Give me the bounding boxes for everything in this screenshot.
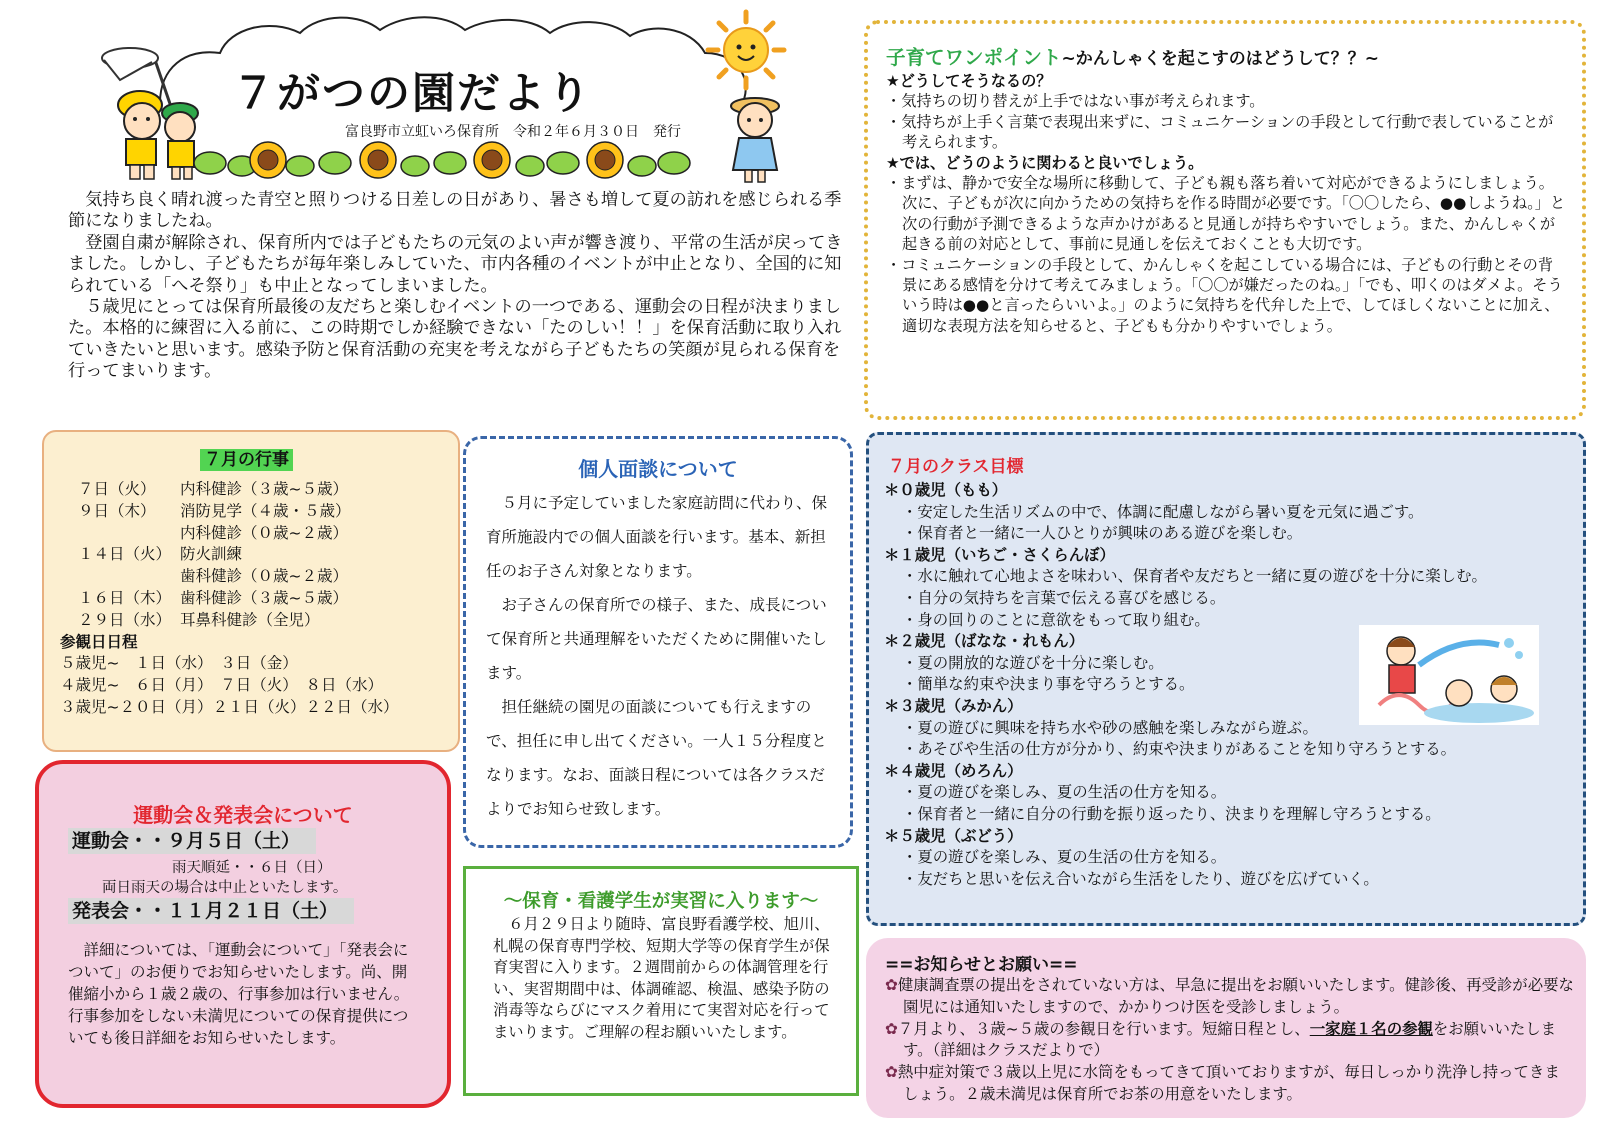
class-goals-title: ７月のクラス目標: [888, 457, 1024, 477]
notice-title: ==お知らせとお願い==: [885, 955, 1078, 975]
tip-item: ・気持ちの切り替えが上手ではない事が考えられます。: [886, 92, 1265, 111]
tip-item: ・まずは、静かで安全な場所に移動して、子ども親も落ち着いて対応ができるようにしましょう。次に、子どもが次に向かうための気持ちを作る時間が必要です。「〇〇したら、●●しようね。」と次の行動が予測できるような声かけがあると見通しが持ちやすいでしょう。また、かんしゃくが起きる前の対応として、事前に見通しを伝えておくことも大切です。: [886, 174, 1566, 254]
students-title: ～保育・看護学生が実習に入ります～: [503, 891, 819, 912]
class-goal: ・自分の気持ちを言葉で伝える喜びを感じる。: [902, 588, 1226, 607]
greeting-paragraph: 登園自粛が解除され、保育所内では子どもたちの元気のよい声が響き渡り、平常の生活が戻ってきました。しかし、子どもたちが毎年楽しみしていた、市内各種のイベントが中止となり、全国的に知られている「へそ祭り」も中止となってしまいました。: [68, 232, 843, 296]
class-goal: ・身の回りのことに意欲をもって取り組む。: [902, 610, 1210, 629]
interview-paragraph: 担任継続の園児の面談についても行えますので、担任に申し出てください。一人１５分程度となります。なお、面談日程については各クラスだよりでお知らせ致します。: [486, 698, 827, 818]
observation-heading: 参観日日程: [60, 632, 138, 651]
rain-date: 雨天順延・・６日（日）: [172, 860, 332, 876]
greeting-paragraph: ５歳児にとっては保育所最後の友だちと楽しむイベントの一つである、運動会の日程が決まりました。本格的に練習に入る前に、この時期でしか経験できない「たのしい！！」を保育活動に取り入れていきたいと思います。感染予防と保育活動の充実を考えながら子どもたちの笑顔が見られる保育を行ってまいります。: [68, 297, 842, 382]
leaf-icon: [628, 156, 656, 176]
child-illustration: [731, 98, 779, 182]
event-row: [60, 523, 450, 545]
tip-item: ・気持ちが上手く言葉で表現出来ずに、コミュニケーションの手段として行動で表していることが考えられます。: [886, 112, 1554, 152]
notice-text: 熱中症対策で３歳以上児に水筒をもってきて頂いておりますが、毎日しっかり洗浄し持ってきましょう。２歳未満児は保育所でお茶の用意をいたします。: [897, 1063, 1560, 1103]
event-name: 歯科健診（０歳~２歳）: [180, 567, 348, 586]
class-goal: ・夏の遊びを楽しみ、夏の生活の仕方を知る。: [902, 848, 1227, 867]
interview-title: 個人面談について: [578, 457, 738, 481]
child-illustration: [162, 103, 198, 179]
class-goal: ・夏の遊びに興味を持ち水や砂の感触を楽しみながら遊ぶ。: [902, 718, 1318, 737]
class-name: ＊１歳児（いちご・さくらんぼ）: [884, 545, 1115, 564]
class-goal: ・あそびや生活の仕方が分かり、約束や決まりがあることを知り守ろうとする。: [902, 740, 1457, 759]
tip-item: ・コミュニケーションの手段として、かんしゃくを起こしている場合には、子どもの行動とその背景にある感情を分けて考えてみましょう。「〇〇が嫌だったのね。」「でも、叩くのはダメよ。そういう時は●●と言ったらいいよ。」のように気持ちを代弁した上で、してほしくないことに加え、適切な表現方法を知らせると、子どもも分かりやすいでしょう。: [886, 255, 1563, 335]
interview-paragraph: ５月に予定していました家庭訪問に代わり、保育所施設内での個人面談を行います。基本、新担任のお子さん対象となります。: [486, 494, 828, 580]
leaf-icon: [547, 152, 579, 174]
class-name: ＊３歳児（みかん）: [884, 696, 1023, 715]
sunflower-icon: [250, 142, 286, 178]
observation-row: ４歳児~ ６日（月） ７日（火） ８日（水）: [60, 676, 383, 695]
sports-title: 運動会＆発表会について: [133, 803, 353, 827]
flower-bullet-icon: ✿: [885, 976, 898, 994]
water-play-illustration: [1359, 625, 1539, 725]
leaf-icon: [658, 152, 690, 174]
event-row: [60, 610, 450, 632]
parenting-tip-body: [886, 71, 1566, 336]
observation-row: ５歳児~ １日（水） ３日（金）: [60, 654, 298, 673]
observation-row: ３歳児~２０日（月）２１日（火）２２日（水）: [60, 697, 399, 716]
class-name: ＊５歳児（ぶどう）: [884, 826, 1023, 845]
event-name: 歯科健診（３歳~５歳）: [180, 588, 348, 607]
recital-date: 発表会・・１１月２１日（土）: [68, 898, 354, 924]
event-date: ９日（木）: [78, 501, 156, 520]
publisher-line: 富良野市立虹いろ保育所 令和２年６月３０日 発行: [345, 124, 681, 140]
sports-details-text: 詳細については、「運動会について」「発表会について」のお便りでお知らせいたします。尚、開催縮小から１歳２歳の、行事参加は行いません。行事参加をしない未満児についての保育提供についても後日詳細をお知らせいたします。: [68, 941, 410, 1047]
class-goal: ・保育者と一緒に自分の行動を振り返ったり、決まりを理解し守ろうとする。: [902, 804, 1441, 823]
event-name: 内科健診（０歳~２歳）: [180, 523, 348, 542]
greeting-text: [68, 190, 844, 383]
event-row: [60, 501, 450, 523]
event-row: [60, 479, 450, 501]
sports-day-date: 運動会・・９月５日（土）: [68, 828, 316, 854]
notice-item: [885, 1019, 1575, 1063]
sun-icon: [708, 12, 784, 88]
sunflower-icon: [474, 142, 510, 178]
leaf-icon: [194, 152, 226, 174]
leaf-icon: [286, 156, 314, 176]
class-name: ＊４歳児（めろん）: [884, 761, 1023, 780]
leaf-icon: [319, 152, 351, 174]
notice-item: [885, 975, 1575, 1019]
flower-bullet-icon: ✿: [885, 1019, 898, 1038]
sports-details: [68, 939, 418, 1049]
flower-bullet-icon: ✿: [885, 1063, 898, 1082]
child-illustration: [118, 91, 162, 179]
leaf-icon: [434, 152, 466, 174]
students-text: ６月２９日より随時、富良野看護学校、旭川、札幌の保育専門学校、短期大学等の保育学生が保育実習に入ります。２週間前からの体調管理を行い、実習期間中は、体調確認、検温、感染予防の消毒等ならびにマスク着用にて実習対応を行ってまいります。ご理解の程お願いいたします。: [493, 915, 830, 1041]
event-date: ２９日（水）: [78, 610, 172, 629]
event-name: 防火訓練: [180, 545, 243, 564]
class-goal: ・夏の開放的な遊びを十分に楽しむ。: [902, 653, 1164, 672]
event-row: [60, 588, 450, 610]
class-goal: ・安定した生活リズムの中で、体調に配慮しながら暑い夏を元気に過ごす。: [902, 502, 1424, 521]
class-goal: ・簡単な約束や決まり事を守ろうとする。: [902, 675, 1195, 694]
event-date: [60, 523, 180, 545]
event-date: １４日（火）: [78, 545, 172, 564]
event-date: ７日（火）: [78, 480, 156, 498]
events-list: [60, 479, 450, 719]
page-title: ７がつの園だより: [232, 69, 592, 119]
class-name: ＊２歳児（ばなな・れもん）: [884, 632, 1085, 651]
leaf-icon: [516, 156, 544, 176]
notice-emphasis: 一家庭１名の参観: [1309, 1019, 1433, 1038]
notice-text: 健康調査票の提出をされていない方は、早急に提出をお願いいたします。健診後、再受診が必要な園児には通知いたしますので、かかりつけ医を受診しましょう。: [897, 976, 1574, 1016]
notice-text: ７月より、３歳~５歳の参観日を行います。短縮日程とし、: [897, 1019, 1310, 1038]
parenting-tip-title-sub: ~かんしゃくを起こすのはどうして？？~: [1061, 49, 1380, 69]
class-name: ＊０歳児（もも）: [884, 481, 1008, 499]
tip-section-heading: ★では、どうのように関わると良いでしょう。: [886, 153, 1204, 172]
rain-note: 両日雨天の場合は中止といたします。: [102, 880, 348, 896]
notice-item: [885, 1062, 1575, 1106]
class-goal: ・友だちと思いを伝え合いながら生活をしたり、遊びを広げていく。: [902, 869, 1379, 888]
tip-section-heading: ★どうしてそうなるの？: [886, 72, 1052, 90]
interview-body: [486, 486, 832, 826]
events-title: ７月の行事: [200, 449, 293, 471]
event-row: [60, 544, 450, 566]
event-date: １６日（木）: [78, 588, 172, 607]
greeting-paragraph: 気持ち良く晴れ渡った青空と照りつける日差しの日があり、暑さも増して夏の訪れを感じられる季節になりましたね。: [68, 190, 842, 232]
parenting-tip-title-main: 子育てワンポイント: [886, 46, 1062, 69]
class-goal: ・夏の遊びを楽しみ、夏の生活の仕方を知る。: [902, 783, 1227, 802]
event-row: [60, 566, 450, 588]
event-name: 消防見学（４歳・５歳）: [180, 501, 351, 520]
notice-body: [885, 975, 1575, 1106]
interview-paragraph: お子さんの保育所での様子、また、成長について保育所と共通理解をいただくために開催いたします。: [486, 596, 828, 682]
students-body: [493, 914, 838, 1043]
notice-text: をお願いいたします。（詳細はクラスだよりで）: [903, 1019, 1557, 1060]
sunflower-icon: [360, 142, 396, 178]
class-goal: ・保育者と一緒に一人ひとりが興味のある遊びを楽しむ。: [902, 524, 1303, 543]
sunflower-icon: [587, 142, 623, 178]
parenting-tip-title: [886, 42, 1379, 70]
event-name: 内科健診（３歳~５歳）: [180, 480, 348, 498]
event-date: [60, 566, 180, 588]
sunflower-row: [194, 142, 690, 178]
event-name: 耳鼻科健診（全児）: [180, 610, 320, 629]
leaf-icon: [401, 156, 429, 176]
class-goal: ・水に触れて心地よさを味わい、保育者や友だちと一緒に夏の遊びを十分に楽しむ。: [902, 567, 1487, 586]
